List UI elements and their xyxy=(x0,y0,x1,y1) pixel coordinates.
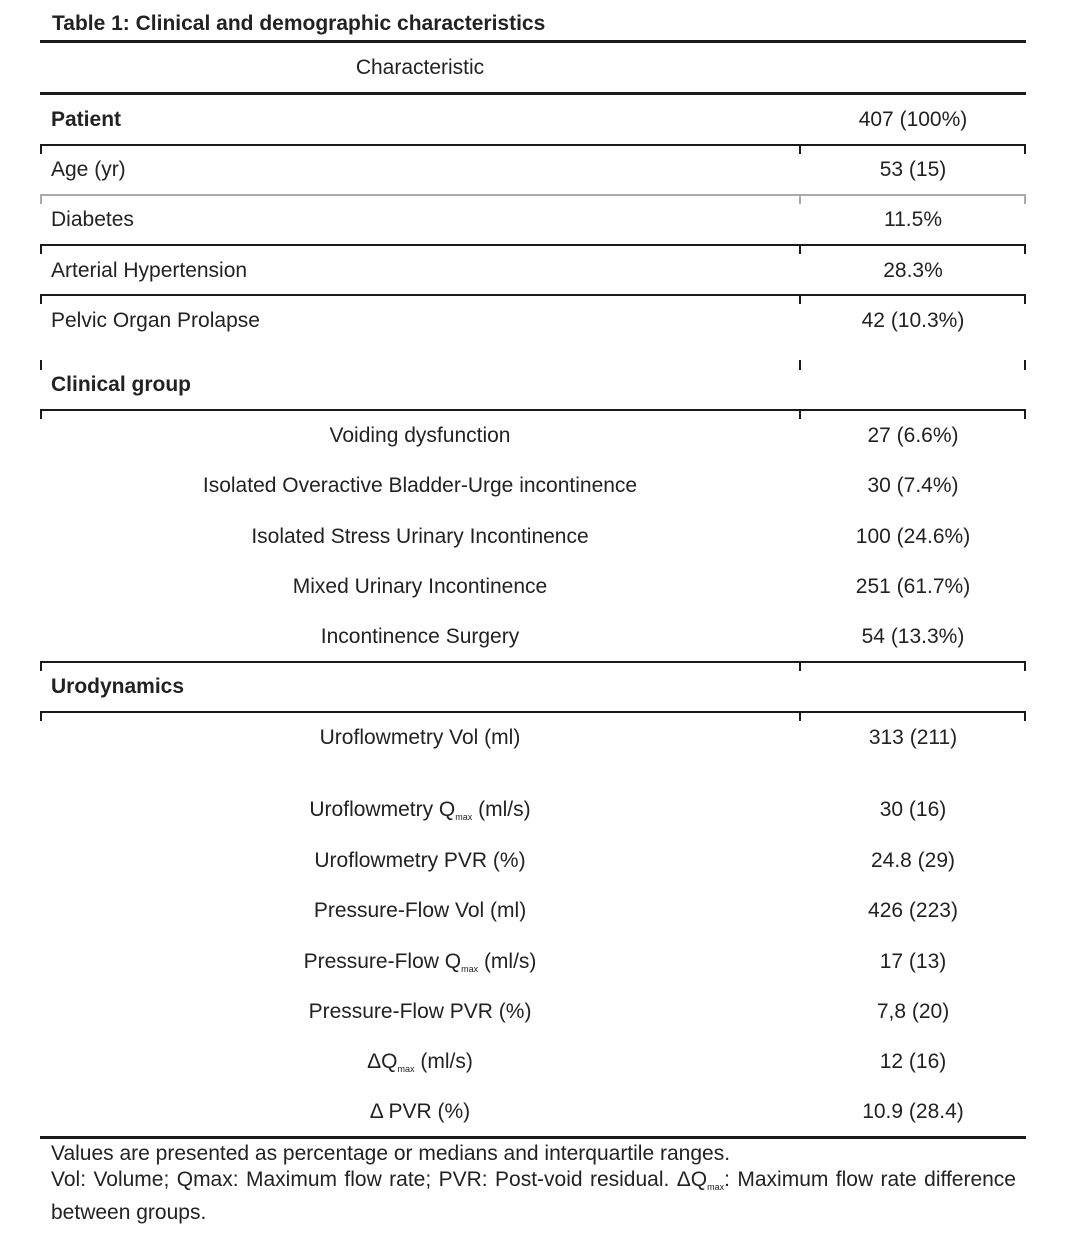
row-pf-vol-label: Pressure-Flow Vol (ml) xyxy=(313,899,527,922)
row-pf-pvr-label: Pressure-Flow PVR (%) xyxy=(308,1000,532,1023)
tick xyxy=(1024,360,1026,370)
tick xyxy=(1024,661,1026,671)
row-uf-vol-value: 313 (211) xyxy=(868,726,958,749)
row-mui-value: 251 (61.7%) xyxy=(855,575,971,598)
tick xyxy=(799,294,801,304)
row-divider xyxy=(40,294,1026,296)
row-voiding-value: 27 (6.6%) xyxy=(867,424,959,447)
tick xyxy=(40,661,42,671)
row-prolapse-value: 42 (10.3%) xyxy=(861,309,965,332)
tick xyxy=(40,144,42,154)
row-dpvr-label: Δ PVR (%) xyxy=(369,1100,471,1123)
row-divider xyxy=(40,144,1026,146)
tick xyxy=(799,661,801,671)
row-uf-qmax-label: Uroflowmetry $Q_{max}$ (ml/s) xyxy=(309,798,531,822)
row-pf-pvr-value: 7,8 (20) xyxy=(876,1000,950,1023)
row-hypertension-label: Arterial Hypertension xyxy=(51,259,248,282)
tick xyxy=(40,244,42,254)
tick xyxy=(1024,711,1026,721)
tick xyxy=(799,194,801,204)
row-hypertension-value: 28.3% xyxy=(883,259,943,282)
row-diabetes-label: Diabetes xyxy=(51,208,134,231)
row-divider xyxy=(40,711,1026,713)
tick xyxy=(799,244,801,254)
row-dqmax-label: $\Delta Q_{max}$ (ml/s) xyxy=(367,1050,473,1074)
row-oab-value: 30 (7.4%) xyxy=(867,474,959,497)
section-urodynamics: Urodynamics xyxy=(51,675,185,698)
top-rule xyxy=(40,40,1026,43)
row-sui-label: Isolated Stress Urinary Incontinence xyxy=(251,525,589,548)
header-characteristic: Characteristic xyxy=(355,56,485,79)
tick xyxy=(40,409,42,419)
footnote-line-2: Vol: Volume; Qmax: Maximum flow rate; PVR: Post-void residual. $\Delta Q_{max}$: Maximum flow rate difference between groups. xyxy=(51,1168,1016,1224)
row-uf-vol-label: Uroflowmetry Vol (ml) xyxy=(319,726,521,749)
row-mui-label: Mixed Urinary Incontinence xyxy=(292,575,548,598)
row-prolapse-label: Pelvic Organ Prolapse xyxy=(51,309,260,332)
row-dqmax-value: 12 (16) xyxy=(879,1050,947,1073)
row-divider xyxy=(40,409,1026,411)
header-rule xyxy=(40,92,1026,95)
row-pf-qmax-value: 17 (13) xyxy=(879,950,947,973)
section-patient: Patient xyxy=(51,108,122,131)
row-divider xyxy=(40,194,1026,196)
tick xyxy=(1024,409,1026,419)
row-divider xyxy=(40,661,1026,663)
row-uf-qmax-value: 30 (16) xyxy=(879,798,947,821)
tick xyxy=(799,360,801,370)
row-surgery-label: Incontinence Surgery xyxy=(320,625,520,648)
patient-value: 407 (100%) xyxy=(858,108,968,131)
row-diabetes-value: 11.5% xyxy=(884,208,942,231)
tick xyxy=(799,711,801,721)
tick xyxy=(799,144,801,154)
row-dpvr-value: 10.9 (28.4) xyxy=(862,1100,964,1123)
tick xyxy=(799,409,801,419)
tick xyxy=(1024,144,1026,154)
footnote-line-1: Values are presented as percentage or medians and interquartile ranges. xyxy=(51,1142,731,1165)
tick xyxy=(40,360,42,370)
tick xyxy=(1024,244,1026,254)
row-uf-pvr-value: 24.8 (29) xyxy=(870,849,956,872)
row-uf-pvr-label: Uroflowmetry PVR (%) xyxy=(314,849,526,872)
bottom-rule xyxy=(40,1136,1026,1139)
tick xyxy=(1024,194,1026,204)
tick xyxy=(40,711,42,721)
row-pf-qmax-label: Pressure-Flow $Q_{max}$ (ml/s) xyxy=(303,950,537,974)
row-age-label: Age (yr) xyxy=(51,158,126,181)
tick xyxy=(40,194,42,204)
row-voiding-label: Voiding dysfunction xyxy=(329,424,511,447)
row-age-value: 53 (15) xyxy=(879,158,947,181)
section-clinical-group: Clinical group xyxy=(51,373,192,396)
tick xyxy=(1024,294,1026,304)
tick xyxy=(40,294,42,304)
table-title: Table 1: Clinical and demographic characteristics xyxy=(52,12,546,35)
row-oab-label: Isolated Overactive Bladder-Urge incontinence xyxy=(202,474,638,497)
row-surgery-value: 54 (13.3%) xyxy=(861,625,965,648)
row-pf-vol-value: 426 (223) xyxy=(868,899,958,922)
row-sui-value: 100 (24.6%) xyxy=(855,525,971,548)
row-divider xyxy=(40,244,1026,246)
